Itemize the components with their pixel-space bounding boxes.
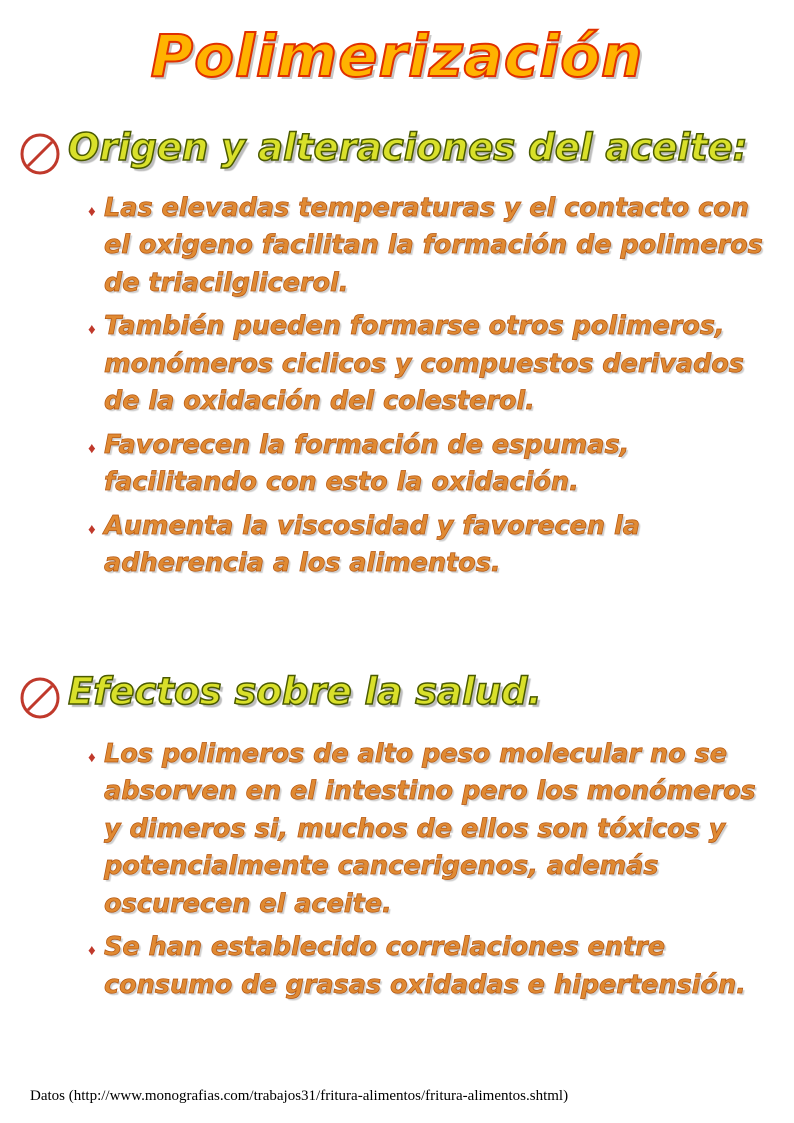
- bullet-marker-icon: ♦: [88, 520, 96, 538]
- no-entry-icon: [18, 132, 62, 176]
- bullet-marker-icon: ♦: [88, 203, 96, 220]
- section-heading-2: Efectos sobre la salud.: [68, 670, 542, 713]
- bullet-marker-icon: ♦: [88, 321, 96, 339]
- bullet-marker-icon: ♦: [88, 942, 96, 960]
- no-entry-icon: [18, 676, 62, 720]
- bullet-list-2: [88, 736, 778, 1010]
- bullet-text: También pueden formarse otros polimeros, monómeros ciclicos y compuestos derivados de la oxidación del colesterol.: [104, 311, 744, 417]
- list-item: [88, 736, 778, 923]
- bullet-marker-icon: ♦: [88, 439, 96, 457]
- page-title: Polimerización: [150, 22, 644, 90]
- source-footer: Datos (http://www.monografias.com/trabajos31/fritura-alimentos/fritura-alimentos.shtml): [30, 1088, 569, 1104]
- list-item: [88, 308, 778, 420]
- bullet-text: Se han establecido correlaciones entre consumo de grasas oxidadas e hipertensión.: [104, 932, 746, 1000]
- section-heading-1: Origen y alteraciones del aceite:: [68, 126, 748, 169]
- list-item: [88, 190, 778, 302]
- section-heading-row-2: [18, 672, 778, 720]
- list-item: [88, 508, 778, 583]
- list-item: [88, 427, 778, 502]
- bullet-text: Las elevadas temperaturas y el contacto con el oxigeno facilitan la formación de polimeros de triacilglicerol.: [104, 193, 763, 298]
- section-heading-row-1: [18, 128, 778, 176]
- list-item: [88, 929, 778, 1004]
- bullet-text: Aumenta la viscosidad y favorecen la adherencia a los alimentos.: [104, 510, 640, 579]
- bullet-marker-icon: ♦: [88, 749, 96, 766]
- bullet-list-1: [88, 190, 778, 589]
- bullet-text: Los polimeros de alto peso molecular no se absorven en el intestino pero los monómeros y dimeros si, muchos de ellos son tóxicos y potencialmente cancerigenos, además oscurecen el aceite.: [104, 739, 756, 919]
- bullet-text: Favorecen la formación de espumas, facilitando con esto la oxidación.: [104, 429, 630, 498]
